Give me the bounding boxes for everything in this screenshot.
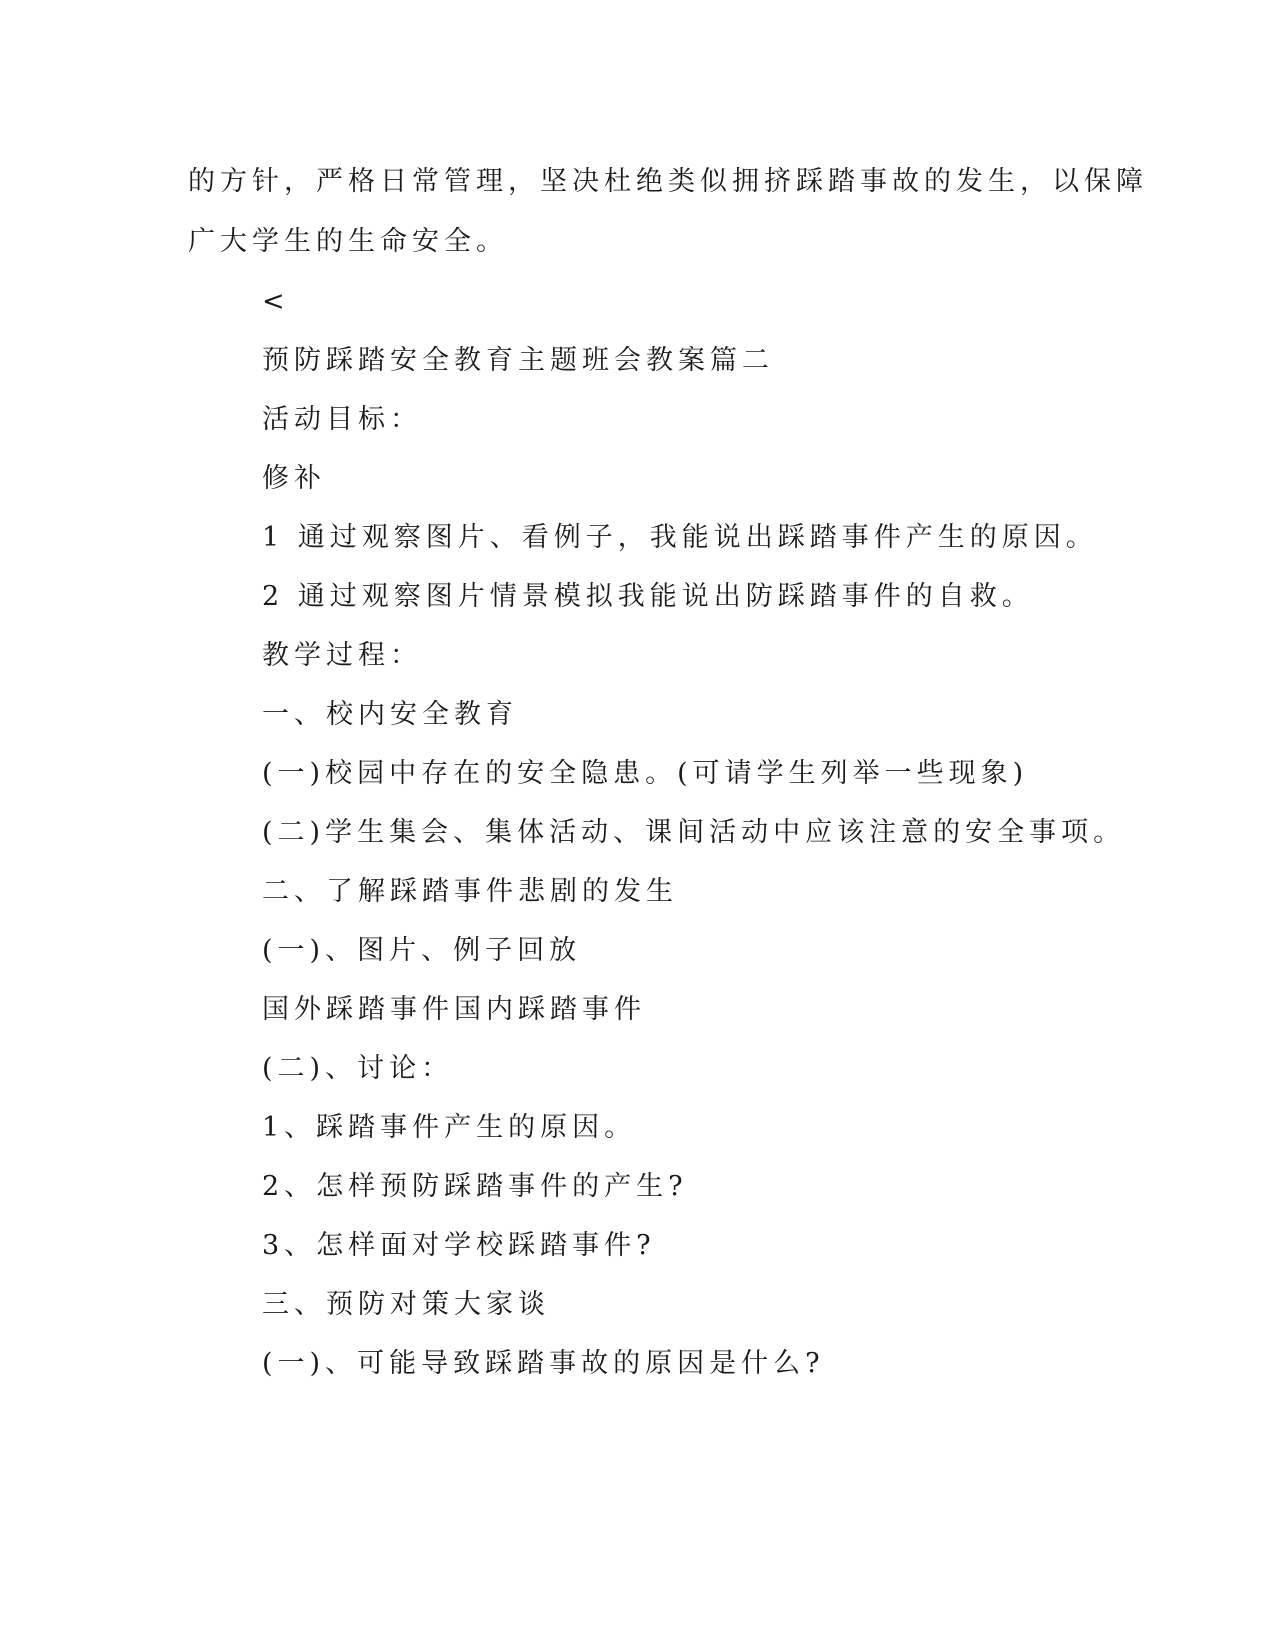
text-line: 国外踩踏事件国内踩踏事件: [262, 994, 646, 1025]
paragraph-continuation-line: 广大学生的生命安全。: [188, 226, 508, 257]
discussion-question: 2、怎样预防踩踏事件的产生?: [262, 1171, 688, 1202]
discussion-question: 3、怎样面对学校踩踏事件?: [262, 1230, 656, 1261]
heading-objectives: 活动目标：: [262, 404, 422, 435]
list-item: (一)、可能导致踩踏事故的原因是什么?: [262, 1348, 825, 1379]
heading-process: 教学过程：: [262, 640, 422, 671]
list-item: (一)校园中存在的安全隐患。(可请学生列举一些现象): [262, 758, 1029, 789]
objective-item: 1 通过观察图片、看例子，我能说出踩踏事件产生的原因。: [262, 522, 1098, 553]
text-line: 修补: [262, 463, 326, 494]
stray-symbol: <: [262, 286, 290, 317]
discussion-question: 1、踩踏事件产生的原因。: [262, 1112, 637, 1143]
list-item: (一)、图片、例子回放: [262, 935, 582, 966]
objective-item: 2 通过观察图片情景模拟我能说出防踩踏事件的自救。: [262, 581, 1034, 612]
section-title: 预防踩踏安全教育主题班会教案篇二: [262, 345, 774, 376]
paragraph-continuation-line: 的方针，严格日常管理，坚决杜绝类似拥挤踩踏事故的发生，以保障: [188, 166, 1148, 197]
section-heading: 二、了解踩踏事件悲剧的发生: [262, 876, 678, 907]
list-item: (二)学生集会、集体活动、课间活动中应该注意的安全事项。: [262, 817, 1126, 848]
section-heading: 三、预防对策大家谈: [262, 1289, 550, 1320]
section-heading: 一、校内安全教育: [262, 699, 518, 730]
list-item: (二)、讨论：: [262, 1053, 454, 1084]
